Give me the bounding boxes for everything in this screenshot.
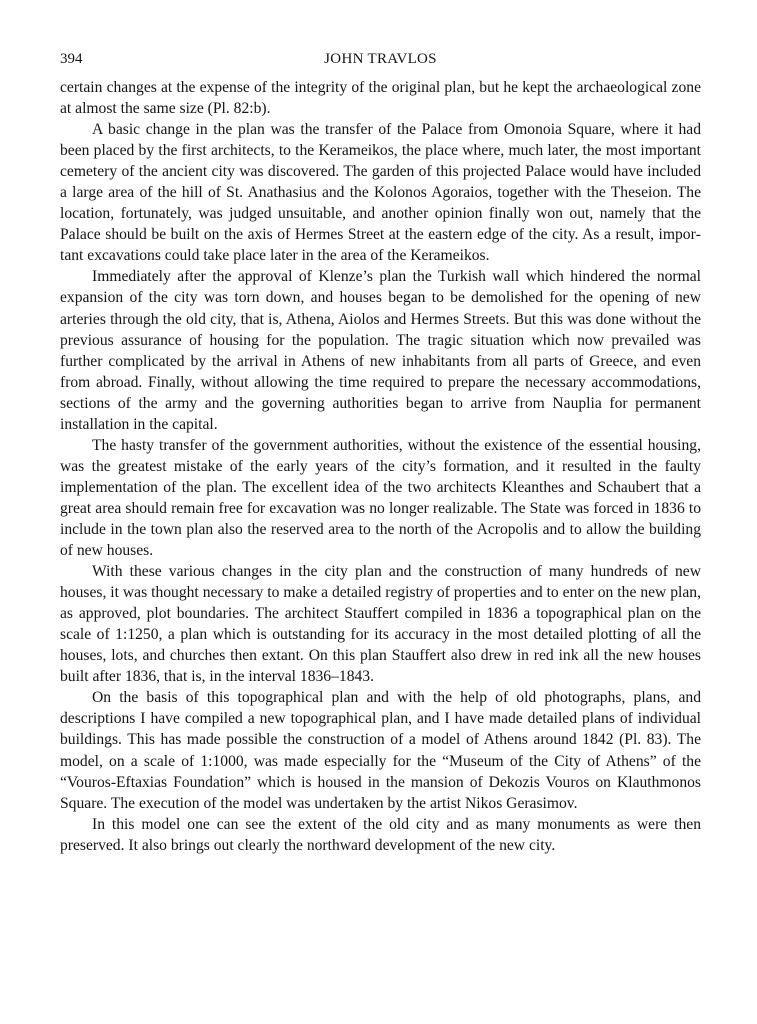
paragraph-model-extent: In this model one can see the extent of the old city and as many monuments as were then preserved. It also brings out clearly the northward development of the new city. xyxy=(60,815,701,854)
paragraph-continued: certain changes at the expense of the integrity of the original plan, but he kept the archaeological zone at almost the same size (Pl. 82:b). xyxy=(60,79,701,118)
paragraph-model-of-athens: On the basis of this topographical plan and with the help of old photographs, plans, and descriptions I have compiled a new topographical plan, and I have made detailed plans of individual buildings. This has made possible the construction of a model of Athens around 1842 (Pl. 83). The model, on a scale of 1:1000, was made especially for the “Museum of the City of Athens” of the “Vouros-Eftaxias Foundation” which is housed in the mansion of Dekozis Vouros on Klauthmonos Square. The execution of the model was undertaken by the artist Nikos Gerasimov. xyxy=(60,689,701,812)
paragraph-palace-transfer: A basic change in the plan was the transfer of the Palace from Omonoia Square, where it had been placed by the first architects, to the Kerameikos, the place where, much later, the most important cemetery of the ancient city was discovered. The garden of this projected Palace would have included a large area of the hill of St. Anathasius and the Kolonos Agoraios, together with the Theseion. The location, fortunately, was judged unsuitable, and another opinion finally won out, namely that the Palace should be built on the axis of Hermes Street at the eastern edge of the city. As a result, important excavations could take place later in the area of the Kerameikos. xyxy=(60,121,701,265)
paragraph-government-transfer: The hasty transfer of the government authorities, without the existence of the essential housing, was the greatest mistake of the early years of the city’s formation, and it resulted in the faulty implementation of the plan. The excellent idea of the two architects Kleanthes and Schaubert that a great area should remain free for excavation was no longer realizable. The State was forced in 1836 to include in the town plan also the reserved area to the north of the Acropolis and to allow the building of new houses. xyxy=(60,436,701,560)
body-text xyxy=(60,77,701,856)
page-number: 394 xyxy=(60,51,83,67)
paragraph-klenze-plan: Immediately after the approval of Klenze’s plan the Turkish wall which hindered the normal expansion of the city was torn down, and houses began to be demolished for the opening of new arteries through the old city, that is, Athena, Aiolos and Hermes Streets. But this was done without the previous assurance of housing for the population. The tragic situation which now prevailed was further complicated by the arrival in Athens of new inhabitants from all parts of Greece, and even from abroad. Finally, without allowing the time required to prepare the necessary accommodations, sections of the army and the governing authorities began to arrive from Nauplia for permanent installation in the capital. xyxy=(60,268,701,433)
running-title: JOHN TRAVLOS xyxy=(324,51,437,67)
document-page xyxy=(60,48,701,856)
running-header xyxy=(60,48,701,70)
paragraph-stauffert-plan: With these various changes in the city plan and the construction of many hundreds of new houses, it was thought necessary to make a detailed registry of properties and to enter on the new plan, as approved, plot boundaries. The architect Stauffert compiled in 1836 a topographical plan on the scale of 1:1250, a plan which is outstanding for its accuracy in the most detailed plotting of all the houses, lots, and churches then extant. On this plan Stauffert also drew in red ink all the new houses built after 1836, that is, in the interval 1836–1843. xyxy=(60,563,701,686)
